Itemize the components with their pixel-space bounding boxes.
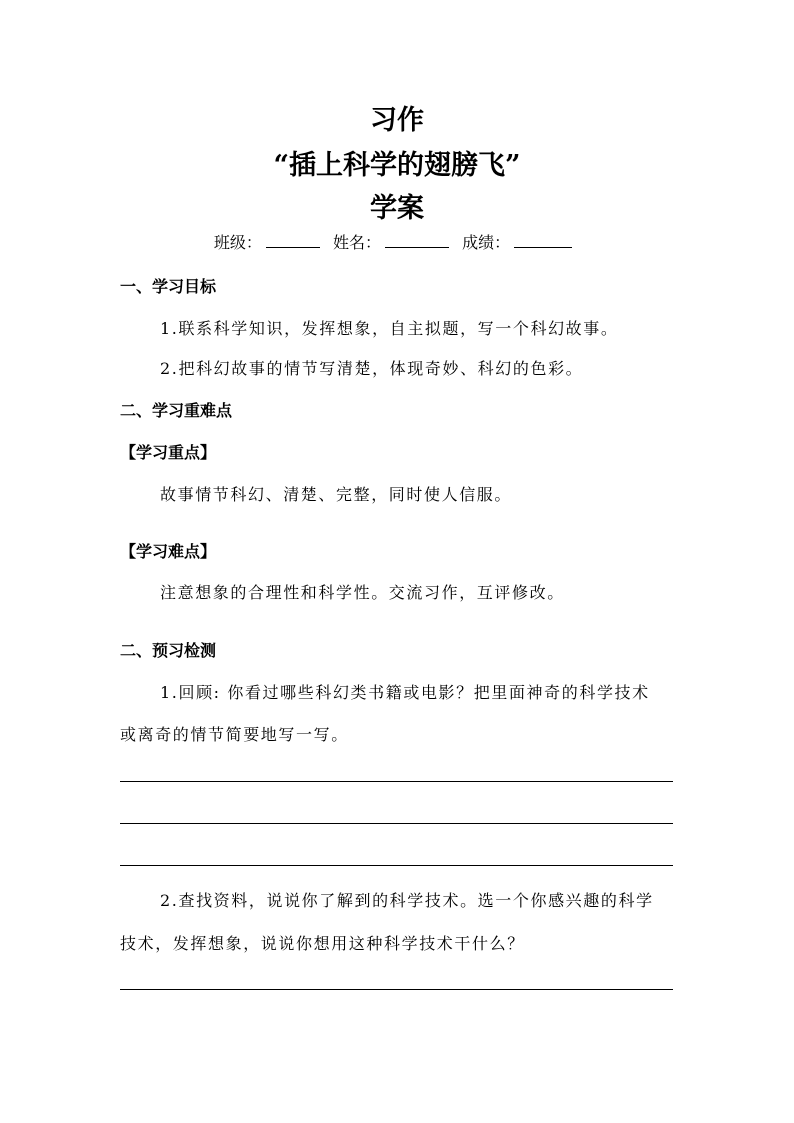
question-1-line-2: 或离奇的情节简要地写一写。 [120, 725, 349, 744]
page-subtitle: “插上科学的翅膀飞” [273, 150, 521, 181]
goal-item-2: 2.把科幻故事的情节写清楚，体现奇妙、科幻的色彩。 [160, 359, 584, 378]
question-1-line-1: 1.回顾: 你看过哪些科幻类书籍或电影？把里面神奇的科学技术 [160, 683, 650, 702]
answer-line-4[interactable] [120, 989, 673, 990]
goal-item-1: 1.联系科学知识，发挥想象，自主拟题，写一个科幻故事。 [160, 319, 619, 338]
score-label: 成绩： [462, 233, 511, 252]
page-title: 习作 [370, 105, 424, 136]
answer-line-1[interactable] [120, 781, 673, 782]
question-2-line-2: 技术，发挥想象，说说你想用这种科学技术干什么？ [120, 934, 525, 953]
name-label: 姓名： [332, 233, 381, 252]
score-blank[interactable] [514, 233, 572, 248]
class-blank[interactable] [266, 233, 320, 248]
key-point-label: 【学习重点】 [120, 443, 217, 462]
answer-line-3[interactable] [120, 865, 673, 866]
question-2-line-1: 2.查找资料，说说你了解到的科学技术。选一个你感兴趣的科学 [160, 891, 654, 910]
class-label: 班级： [213, 233, 262, 252]
page-doc-type: 学案 [370, 193, 424, 224]
section-heading-key-points: 二、学习重难点 [120, 401, 233, 420]
student-info-row [0, 230, 794, 253]
answer-line-2[interactable] [120, 823, 673, 824]
section-heading-goals: 一、学习目标 [120, 277, 217, 296]
difficulty-text: 注意想象的合理性和科学性。交流习作，互评修改。 [160, 583, 565, 602]
difficulty-label: 【学习难点】 [120, 542, 217, 561]
name-blank[interactable] [385, 233, 449, 248]
key-point-text: 故事情节科幻、清楚、完整，同时使人信服。 [160, 485, 513, 504]
section-heading-preview: 二、预习检测 [120, 641, 217, 660]
